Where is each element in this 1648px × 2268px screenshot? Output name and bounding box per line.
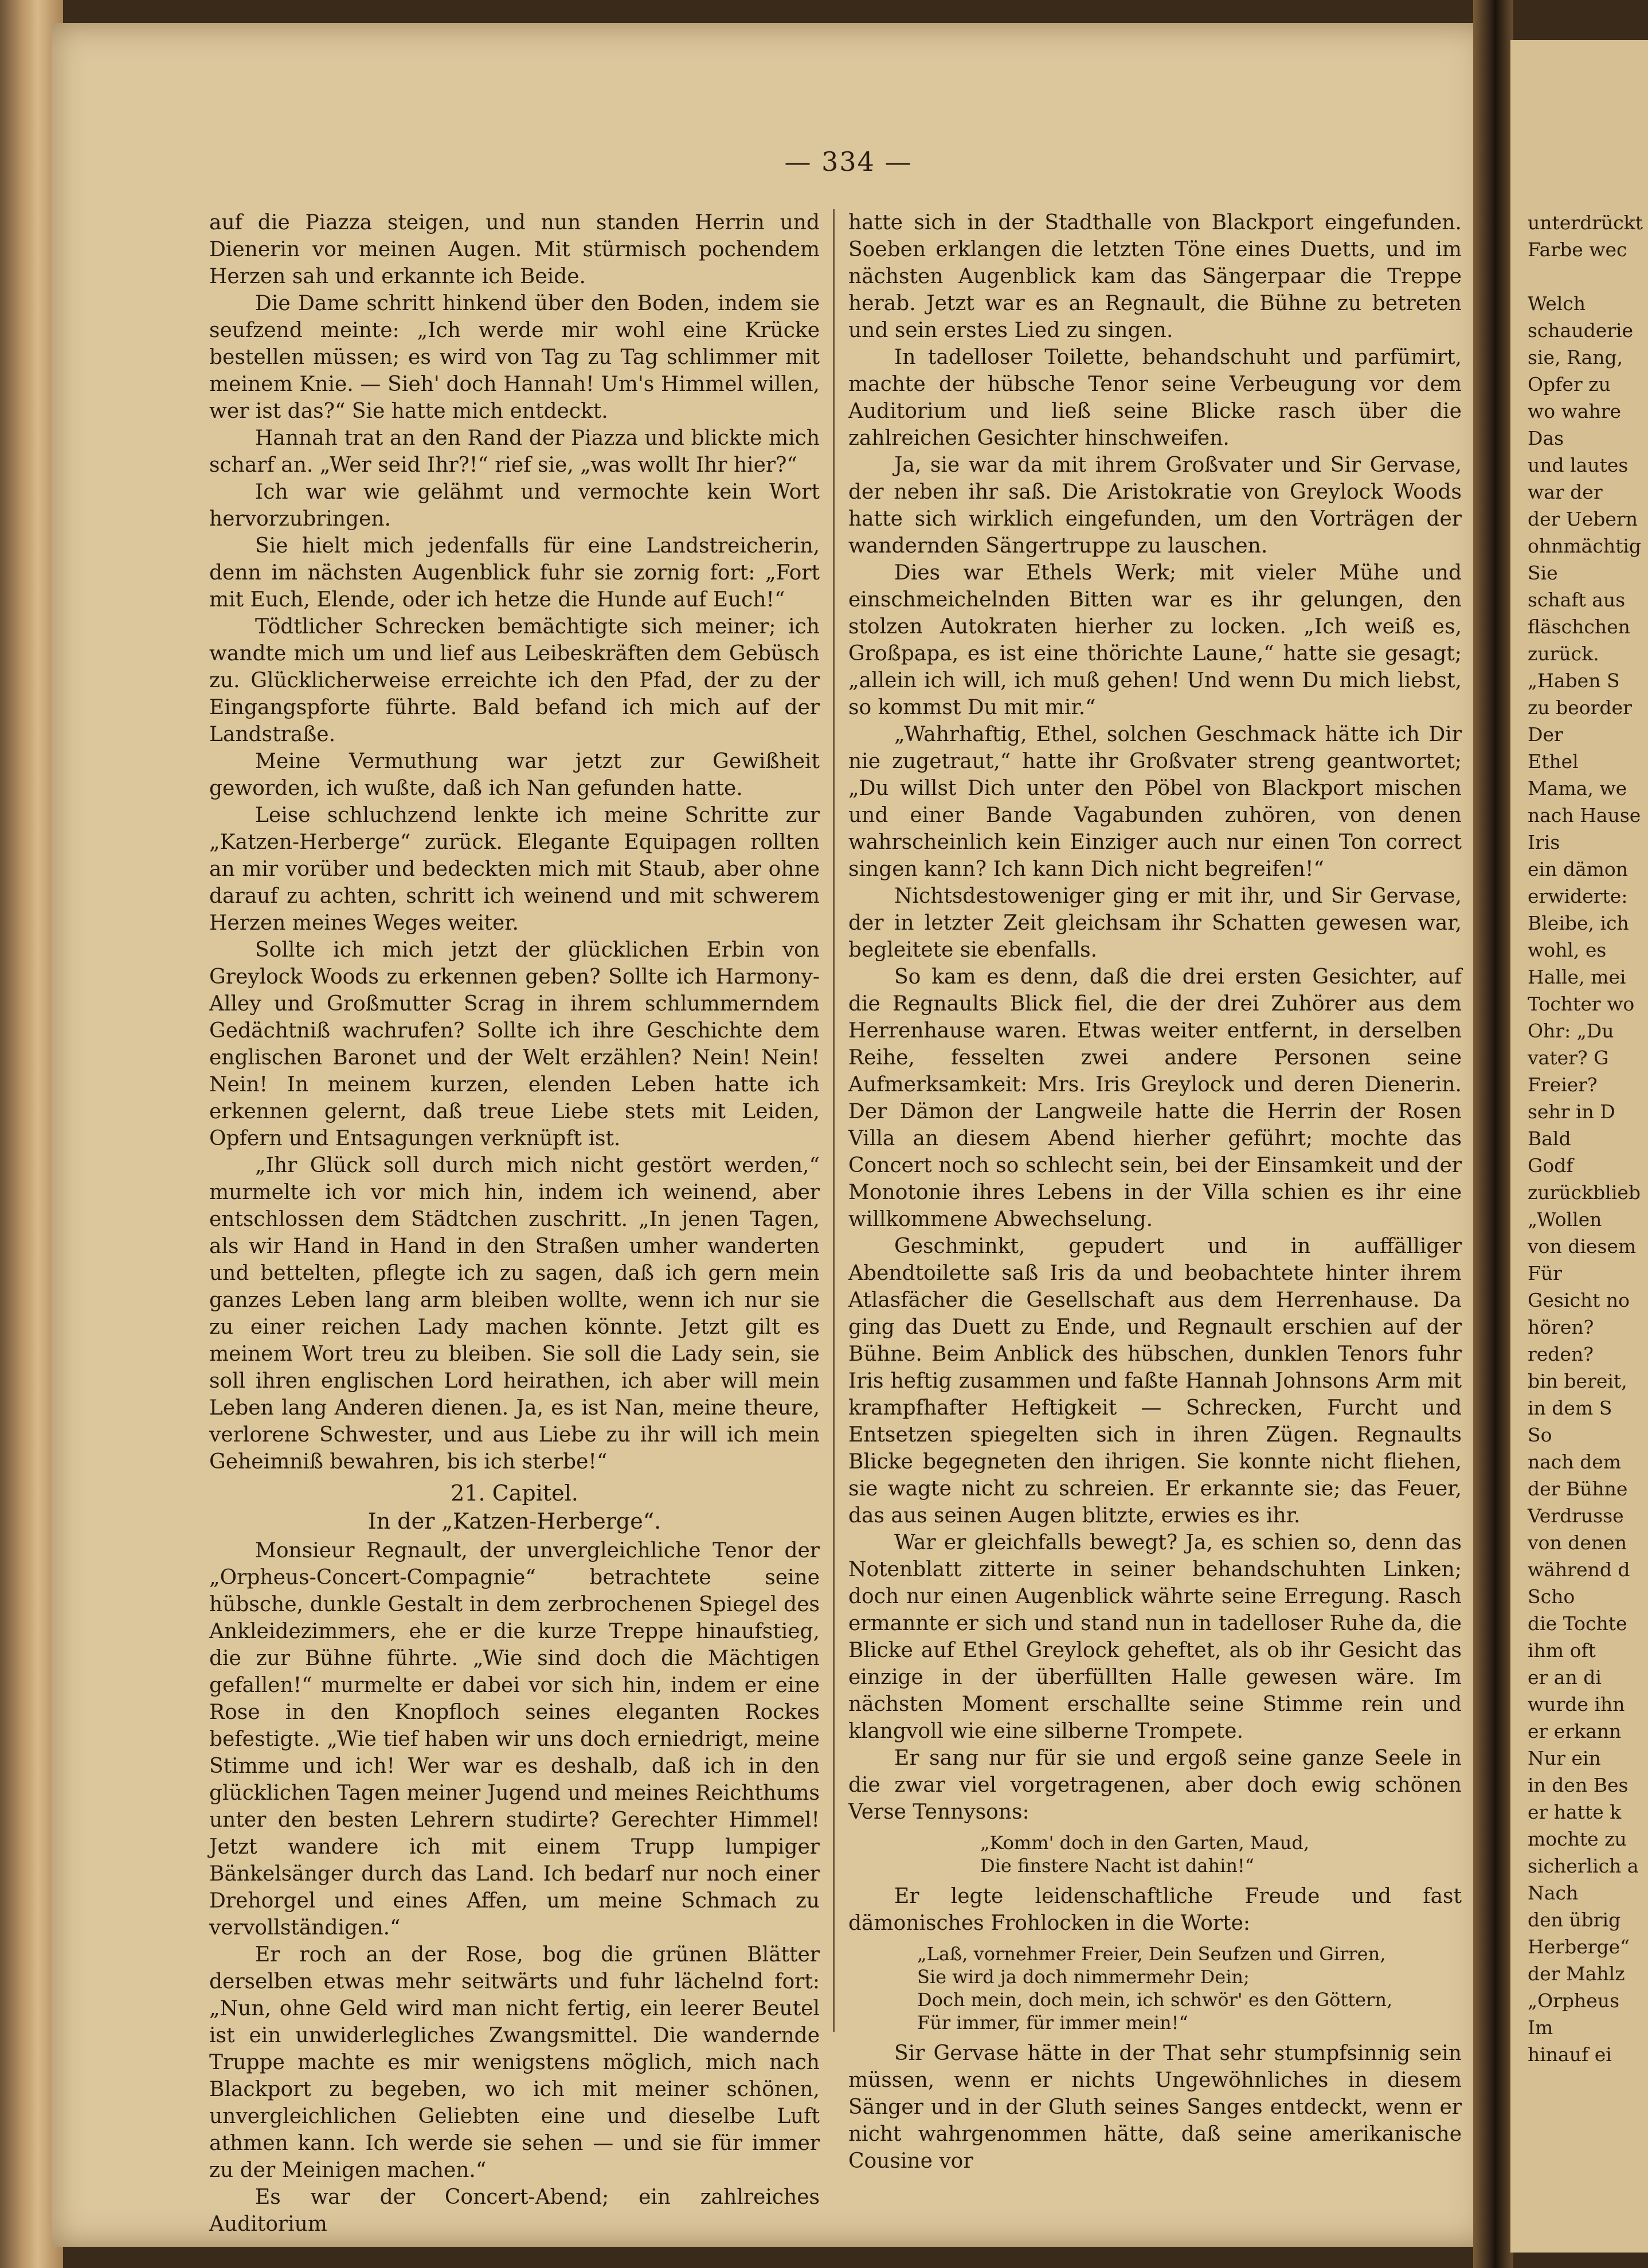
- paragraph: Es war der Concert-Abend; ein zahlreiches Auditorium: [209, 2185, 820, 2236]
- poem-verse: [917, 1942, 1462, 2034]
- paragraph: Er sang nur für sie und ergoß seine ganze Seele in die zwar viel vorgetragenen, aber doch ewig schönen Verse Tennysons:: [848, 1746, 1462, 1824]
- paragraph: Er roch an der Rose, bog die grünen Blätter derselben etwas mehr seitwärts und fuhr lächelnd fort: „Nun, ohne Geld wird man nicht fertig, ein leerer Beutel ist ein unwiderlegliches Zwangsmittel. Die wandernde Truppe machte es mir wenigstens möglich, mich nach Blackport zu begeben, wo ich mit meiner schönen, unvergleichlichen Geliebten eine und dieselbe Luft athmen kann. Ich werde sie sehen — und sie für immer zu der Meinigen machen.“: [209, 1943, 820, 2182]
- next-page-line: Verdrusse: [1528, 1505, 1624, 1527]
- next-page-line: ohnmächtig: [1528, 535, 1642, 557]
- next-page-line: der Mahlz: [1528, 1963, 1625, 1985]
- next-page-line: zurückblieb: [1528, 1181, 1641, 1204]
- next-page-line: sie, Rang,: [1528, 346, 1623, 369]
- paragraph: Sir Gervase hätte in der That sehr stumpfsinnig sein müssen, wenn er nichts Ungewöhnliches in diesem Sänger und in der Gluth seines Sanges entdeckt, wenn er nicht wahrgenommen hätte, daß seine amerikanische Cousine vor: [848, 2042, 1462, 2173]
- next-page-line: erwiderte:: [1528, 885, 1628, 907]
- paragraph: „Ihr Glück soll durch mich nicht gestört werden,“ murmelte ich vor mich hin, indem ich weinend, aber entschlossen dem Städtchen zuschritt. „In jenen Tagen, als wir Hand in Hand in den Straßen umher wanderten und bettelten, pflegte ich zu sagen, daß ich gern mein ganzes Leben lang arm bleiben wollte, wenn ich nur sie zu einer reichen Lady machen könnte. Jetzt gilt es meinem Wort treu zu bleiben. Sie soll die Lady sein, sie soll ihren englischen Lord heirathen, ich aber will mein Leben lang Anderen dienen. Ja, es ist Nan, meine theure, verlorene Schwester, und aus Liebe zu ihr will ich mein Geheimniß bewahren, bis ich sterbe!“: [209, 1154, 820, 1474]
- paragraph: Monsieur Regnault, der unvergleichliche Tenor der „Orpheus-Concert-Compagnie“ betrachtete seine hübsche, dunkle Gestalt in dem zerbrochenen Spiegel des Ankleidezimmers, ehe er die kurze Treppe hinaufstieg, die zur Bühne führte. „Wie sind doch die Mächtigen gefallen!“ murmelte er dabei vor sich hin, indem er eine Rose in den Knopfloch seines eleganten Rockes befestigte. „Wie tief haben wir uns doch erniedrigt, meine Stimme und ich! Wer war es deshalb, daß ich in den glücklichen Tagen meiner Jugend und meines Reichthums unter den besten Lehrern studirte? Gerechter Himmel! Jetzt wandere ich mit einem Trupp lumpiger Bänkelsänger durch das Land. Ich bedarf nur noch einer Drehorgel und eines Affen, um meine Schmach zu vervollständigen.“: [209, 1539, 820, 1940]
- next-page-line: wurde ihn: [1528, 1693, 1625, 1715]
- paragraph: Die Dame schritt hinkend über den Boden, indem sie seufzend meinte: „Ich werde mir wohl eine Krücke bestellen müssen; es wird von Tag zu Tag schlimmer mit meinem Knie. — Sieh' doch Hannah! Um's Himmel willen, wer ist das?“ Sie hatte mich entdeckt.: [209, 292, 820, 423]
- next-page-line: schaft aus: [1528, 589, 1626, 611]
- next-page-line: er hatte k: [1528, 1801, 1622, 1823]
- next-page-line: er an di: [1528, 1666, 1602, 1689]
- next-page-text: [1528, 209, 1642, 2068]
- paragraph: Tödtlicher Schrecken bemächtigte sich meiner; ich wandte mich um und lief aus Leibeskräften dem Gebüsch zu. Glücklicherweise erreichte ich den Pfad, der zu der Eingangspforte führte. Bald befand ich mich auf der Landstraße.: [209, 615, 820, 746]
- paragraph: War er gleichfalls bewegt? Ja, es schien so, denn das Notenblatt zitterte in seiner behandschuhten Linken; doch nur einen Augenblick währte seine Erregung. Rasch ermannte er sich und stand nun in tadelloser Ruhe da, die Blicke auf Ethel Greylock geheftet, als ob ihr Gesicht das einzige in der überfüllten Halle gewesen wäre. Im nächsten Moment erschallte seine Stimme rein und klangvoll wie eine silberne Trompete.: [848, 1531, 1462, 1743]
- paragraph: So kam es denn, daß die drei ersten Gesichter, auf die Regnaults Blick fiel, die der drei Zuhörer aus dem Herrenhause waren. Etwas weiter entfernt, in derselben Reihe, fesselten zwei andere Personen seine Aufmerksamkeit: Mrs. Iris Greylock und deren Dienerin. Der Dämon der Langweile hatte die Herrin der Rosen Villa an diesem Abend hierher geführt; mochte das Concert noch so schlecht sein, bei der Einsamkeit und der Monotonie ihres Lebens in der Villa schien es ihr eine willkommene Abwechselung.: [848, 965, 1462, 1231]
- right-column: [848, 209, 1462, 2175]
- next-page-line: reden?: [1528, 1343, 1594, 1365]
- paragraph: In tadelloser Toilette, behandschuht und parfümirt, machte der hübsche Tenor seine Verbeugung vor dem Auditorium und ließ seine Blicke rasch über die zahlreichen Gesichter hinschweifen.: [848, 346, 1462, 450]
- paragraph: Ja, sie war da mit ihrem Großvater und Sir Gervase, der neben ihr saß. Die Aristokratie von Greylock Woods hatte sich wirklich eingefunden, um den Vorträgen der wandernden Sängertruppe zu lauschen.: [848, 453, 1462, 558]
- next-page-line: sehr in D: [1528, 1100, 1615, 1123]
- next-page-line: ein dämon: [1528, 858, 1629, 880]
- page-number: — 334 —: [784, 146, 913, 177]
- next-page-line: vater? G: [1528, 1047, 1609, 1069]
- next-page-line: von diesem: [1528, 1235, 1637, 1258]
- next-page-line: Mama, we: [1528, 777, 1627, 800]
- paragraph: Leise schluchzend lenkte ich meine Schritte zur „Katzen-Herberge“ zurück. Elegante Equipagen rollten an mir vorüber und bedeckten mich mit Staub, aber ohne darauf zu achten, schritt ich weinend und mit schwerem Herzen meines Weges weiter.: [209, 804, 820, 935]
- next-page-line: und lautes: [1528, 454, 1629, 476]
- next-page-line: Sie: [1528, 562, 1558, 584]
- next-page-line: fläschchen: [1528, 616, 1630, 638]
- next-page-line: unterdrückt: [1528, 211, 1643, 234]
- next-page-line: „Wollen: [1528, 1208, 1602, 1231]
- next-page-line: den übrig: [1528, 1909, 1621, 1931]
- next-page-line: der Uebern: [1528, 508, 1638, 530]
- chapter-number: 21. Capitel.: [451, 1480, 578, 1506]
- next-page-line: mochte zu: [1528, 1828, 1627, 1850]
- poem-line: Sie wird ja doch nimmermehr Dein;: [917, 1966, 1250, 1988]
- next-page-line: in dem S: [1528, 1397, 1612, 1419]
- next-page-line: hören?: [1528, 1316, 1594, 1338]
- paragraph: hatte sich in der Stadthalle von Blackport eingefunden. Soeben erklangen die letzten Töne eines Duetts, und im nächsten Augenblick kam das Sängerpaar die Treppe herab. Jetzt war es an Regnault, die Bühne zu betreten und sein erstes Lied zu singen.: [848, 211, 1462, 342]
- next-page-line: Der: [1528, 723, 1563, 746]
- poem-line: Für immer, für immer mein!“: [917, 2012, 1188, 2034]
- next-page-line: Ohr: „Du: [1528, 1020, 1614, 1042]
- next-page-line: er erkann: [1528, 1720, 1622, 1742]
- next-page-line: wohl, es: [1528, 939, 1607, 961]
- next-page-line: Nach: [1528, 1882, 1579, 1904]
- next-page-line: Das: [1528, 427, 1564, 449]
- paragraph: Meine Vermuthung war jetzt zur Gewißheit geworden, ich wußte, daß ich Nan gefunden hatte.: [209, 750, 820, 800]
- paragraph: Er legte leidenschaftliche Freude und fast dämonisches Frohlocken in die Worte:: [848, 1885, 1462, 1935]
- next-page-line: Farbe wec: [1528, 238, 1627, 261]
- next-page-line: von denen: [1528, 1531, 1627, 1554]
- paragraph: Geschminkt, gepudert und in auffälliger Abendtoilette saß Iris da und beobachtete hinter ihrem Atlasfächer die Gesellschaft aus dem Herrenhause. Da ging das Duett zu Ende, und Regnault erschien auf der Bühne. Beim Anblick des hübschen, dunklen Tenors fuhr Iris heftig zusammen und faßte Hannah Johnsons Arm mit krampfhafter Heftigkeit — Schrecken, Furcht und Entsetzen spiegelten sich in ihren Zügen. Regnaults Blicke begegneten den ihrigen. Sie konnte nicht fliehen, sie wagte nicht zu schreien. Er erkannte sie; das Feuer, das aus seinen Augen blitzte, erwies es ihr.: [848, 1235, 1462, 1527]
- paragraph: Ich war wie gelähmt und vermochte kein Wort hervorzubringen.: [209, 480, 820, 531]
- next-page-line: nach dem: [1528, 1451, 1622, 1473]
- left-column: [209, 209, 820, 2238]
- next-page-line: der Bühne: [1528, 1478, 1628, 1500]
- next-page-line: Tochter wo: [1528, 993, 1635, 1015]
- next-page-line: während d: [1528, 1558, 1630, 1581]
- next-page-line: So: [1528, 1424, 1552, 1446]
- next-page-line: wo wahre: [1528, 400, 1622, 422]
- poem-line: Doch mein, doch mein, ich schwör' es den Göttern,: [917, 1989, 1393, 2011]
- next-page-line: nach Hause: [1528, 804, 1641, 826]
- paragraph: „Wahrhaftig, Ethel, solchen Geschmack hätte ich Dir nie zugetraut,“ hatte ihr Großvater streng geantwortet; „Du willst Dich unter den Pöbel von Blackport mischen und einer Bande Vagabunden zuhören, von denen wahrscheinlich kein Einziger auch nur einen Ton correct singen kann? Ich kann Dich nicht begreifen!“: [848, 723, 1462, 881]
- poem-line: Die finstere Nacht ist dahin!“: [980, 1855, 1255, 1877]
- next-page-line: war der: [1528, 481, 1603, 503]
- book-gutter: [1473, 0, 1513, 2268]
- poem-line: „Komm' doch in den Garten, Maud,: [980, 1832, 1310, 1854]
- next-page-line: bin bereit,: [1528, 1370, 1627, 1392]
- paragraph: Hannah trat an den Rand der Piazza und blickte mich scharf an. „Wer seid Ihr?!“ rief sie, „was wollt Ihr hier?“: [209, 426, 820, 477]
- next-page-line: Opfer zu: [1528, 373, 1611, 395]
- next-page-line: in den Bes: [1528, 1774, 1629, 1796]
- paragraph: Sollte ich mich jetzt der glücklichen Erbin von Greylock Woods zu erkennen geben? Sollte ich Harmony-Alley und Großmutter Scrag in ihrem schlummerndem Gedächtniß wachrufen? Sollte ich ihre Geschichte dem englischen Baronet und der Welt erzählen? Nein! Nein! Nein! In meinem kurzen, elenden Leben hatte ich erkennen gelernt, daß treue Liebe stets mit Leiden, Opfern und Entsagungen verknüpft ist.: [209, 938, 820, 1150]
- poem-verse: [980, 1831, 1462, 1877]
- next-page-line: sicherlich a: [1528, 1855, 1639, 1877]
- next-page-line: „Orpheus: [1528, 1989, 1620, 2012]
- next-page-line: [1528, 263, 1642, 290]
- next-page-line: zurück.: [1528, 643, 1599, 665]
- paragraph: auf die Piazza steigen, und nun standen Herrin und Dienerin vor meinen Augen. Mit stürmisch pochendem Herzen sah und erkannte ich Beide.: [209, 211, 820, 288]
- next-page-line: Herberge“: [1528, 1936, 1630, 1958]
- next-page-line: Freier?: [1528, 1074, 1598, 1096]
- next-page-line: ihm oft: [1528, 1639, 1596, 1662]
- next-page-line: die Tochte: [1528, 1612, 1627, 1635]
- next-page-line: Scho: [1528, 1585, 1575, 1608]
- next-page-line: Iris: [1528, 831, 1560, 853]
- next-page-line: Bald: [1528, 1127, 1571, 1150]
- next-page-line: Ethel: [1528, 750, 1579, 773]
- chapter-title: In der „Katzen-Herberge“.: [367, 1509, 661, 1534]
- next-page-line: „Haben S: [1528, 669, 1620, 692]
- paragraph: Nichtsdestoweniger ging er mit ihr, und Sir Gervase, der in letzter Zeit gleichsam ihr Schatten gewesen war, begleitete sie ebenfalls.: [848, 884, 1462, 962]
- next-page-line: Welch: [1528, 292, 1586, 315]
- next-page-line: Bleibe, ich: [1528, 912, 1629, 934]
- next-page-line: schauderie: [1528, 319, 1634, 342]
- poem-line: „Laß, vornehmer Freier, Dein Seufzen und Girren,: [917, 1943, 1386, 1965]
- next-page-line: Halle, mei: [1528, 966, 1626, 988]
- next-page-line: zu beorder: [1528, 696, 1632, 719]
- next-page-line: Godf: [1528, 1154, 1573, 1177]
- next-page-line: Nur ein: [1528, 1747, 1601, 1769]
- paragraph: Sie hielt mich jedenfalls für eine Landstreicherin, denn im nächsten Augenblick fuhr sie zornig fort: „Fort mit Euch, Elende, oder ich hetze die Hunde auf Euch!“: [209, 534, 820, 612]
- next-page-line: Gesicht no: [1528, 1289, 1630, 1311]
- column-divider: [833, 209, 835, 2032]
- paragraph: Dies war Ethels Werk; mit vieler Mühe und einschmeichelnden Bitten war es ihr gelungen, den stolzen Autokraten hierher zu locken. „Ich weiß es, Großpapa, es ist eine thörichte Laune,“ hatte sie gesagt; „allein ich will, ich muß gehen! Und wenn Du mich liebst, so kommst Du mit mir.“: [848, 561, 1462, 719]
- next-page-line: Für: [1528, 1262, 1562, 1284]
- next-page-line: hinauf ei: [1528, 2043, 1612, 2066]
- next-page-line: Im: [1528, 2016, 1553, 2039]
